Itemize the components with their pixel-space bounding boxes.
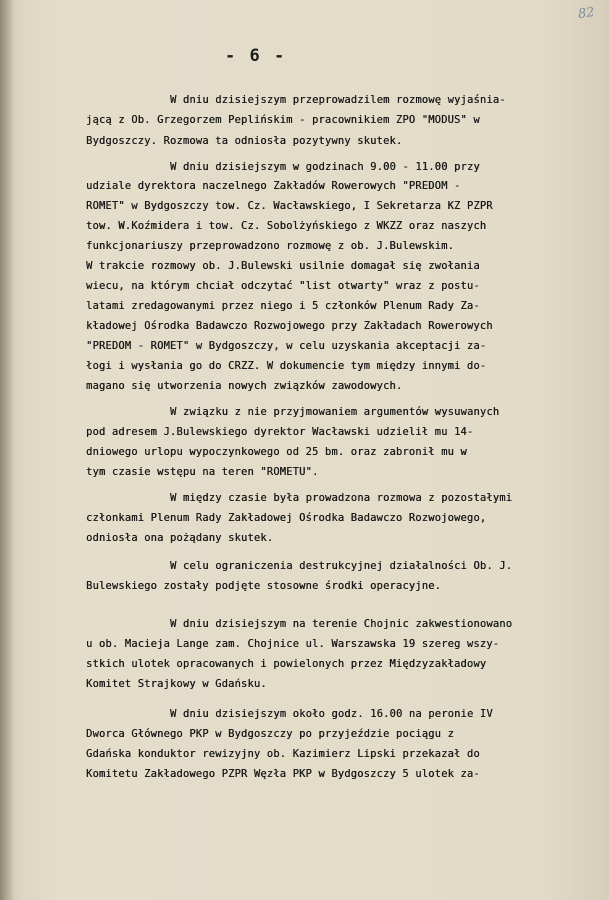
text-line: latami zredagowanymi przez niego i 5 członków Plenum Rady Za- — [86, 300, 480, 312]
page-number: - 6 - — [225, 46, 287, 66]
text-line: wiecu, na którym chciał odczytać "list otwarty" wraz z postu- — [86, 280, 480, 292]
text-line: tym czasie wstępu na teren "ROMETU". — [86, 466, 319, 478]
text-line: ROMET" w Bydgoszczy tow. Cz. Wacławskiego, I Sekretarza KZ PZPR — [86, 200, 493, 212]
text-line: W celu ograniczenia destrukcyjnej działalności Ob. J. — [170, 560, 513, 572]
text-line: magano się utworzenia nowych związków zawodowych. — [86, 380, 403, 392]
text-line: Komitet Strajkowy w Gdańsku. — [86, 678, 267, 690]
archive-page-mark: 82 — [577, 4, 596, 23]
text-line: W dniu dzisiejszym około godz. 16.00 na peronie IV — [170, 708, 493, 720]
text-line: tow. W.Koźmidera i tow. Cz. Sobolżyńskiego z WKZZ oraz naszych — [86, 220, 487, 232]
text-line: W między czasie była prowadzona rozmowa z pozostałymi — [170, 492, 513, 504]
text-line: stkich ulotek opracowanych i powielonych przez Międzyzakładowy — [86, 658, 487, 670]
text-line: Gdańska konduktor rewizyjny ob. Kazimierz Lipski przekazał do — [86, 748, 480, 760]
text-line: funkcjonariuszy przeprowadzono rozmowę z ob. J.Bulewskim. — [86, 240, 454, 252]
text-line: jącą z Ob. Grzegorzem Peplińskim - pracownikiem ZPO "MODUS" w — [86, 114, 480, 126]
text-line: Dworca Głównego PKP w Bydgoszczy po przyjeździe pociągu z — [86, 728, 454, 740]
text-line: pod adresem J.Bulewskiego dyrektor Wacławski udzielił mu 14- — [86, 426, 474, 438]
text-line: kładowej Ośrodka Badawczo Rozwojowego przy Zakładach Rowerowych — [86, 320, 493, 332]
text-line: odniosła ona pożądany skutek. — [86, 532, 274, 544]
text-line: Komitetu Zakładowego PZPR Węzła PKP w Bydgoszczy 5 ulotek za- — [86, 768, 480, 780]
text-line: W trakcie rozmowy ob. J.Bulewski usilnie domagał się zwołania — [86, 260, 480, 272]
text-line: udziale dyrektora naczelnego Zakładów Rowerowych "PREDOM - — [86, 180, 461, 192]
text-line: W dniu dzisiejszym na terenie Chojnic zakwestionowano — [170, 618, 513, 630]
text-line: łogi i wysłania go do CRZZ. W dokumencie tym między innymi do- — [86, 360, 487, 372]
text-line: u ob. Macieja Lange zam. Chojnice ul. Warszawska 19 szereg wszy- — [86, 638, 500, 650]
text-line: Bulewskiego zostały podjęte stosowne środki operacyjne. — [86, 580, 442, 592]
text-line: dniowego urlopu wypoczynkowego od 25 bm. oraz zabronił mu w — [86, 446, 467, 458]
text-line: "PREDOM - ROMET" w Bydgoszczy, w celu uzyskania akceptacji za- — [86, 340, 487, 352]
text-line: W dniu dzisiejszym przeprowadzilem rozmowę wyjaśnia- — [170, 94, 506, 106]
binding-shadow — [0, 0, 14, 900]
text-line: W dniu dzisiejszym w godzinach 9.00 - 11.00 przy — [170, 161, 480, 173]
text-line: Bydgoszczy. Rozmowa ta odniosła pozytywny skutek. — [86, 135, 403, 147]
text-line: W związku z nie przyjmowaniem argumentów wysuwanych — [170, 406, 500, 418]
text-line: członkami Plenum Rady Zakładowej Ośrodka Badawczo Rozwojowego, — [86, 512, 487, 524]
